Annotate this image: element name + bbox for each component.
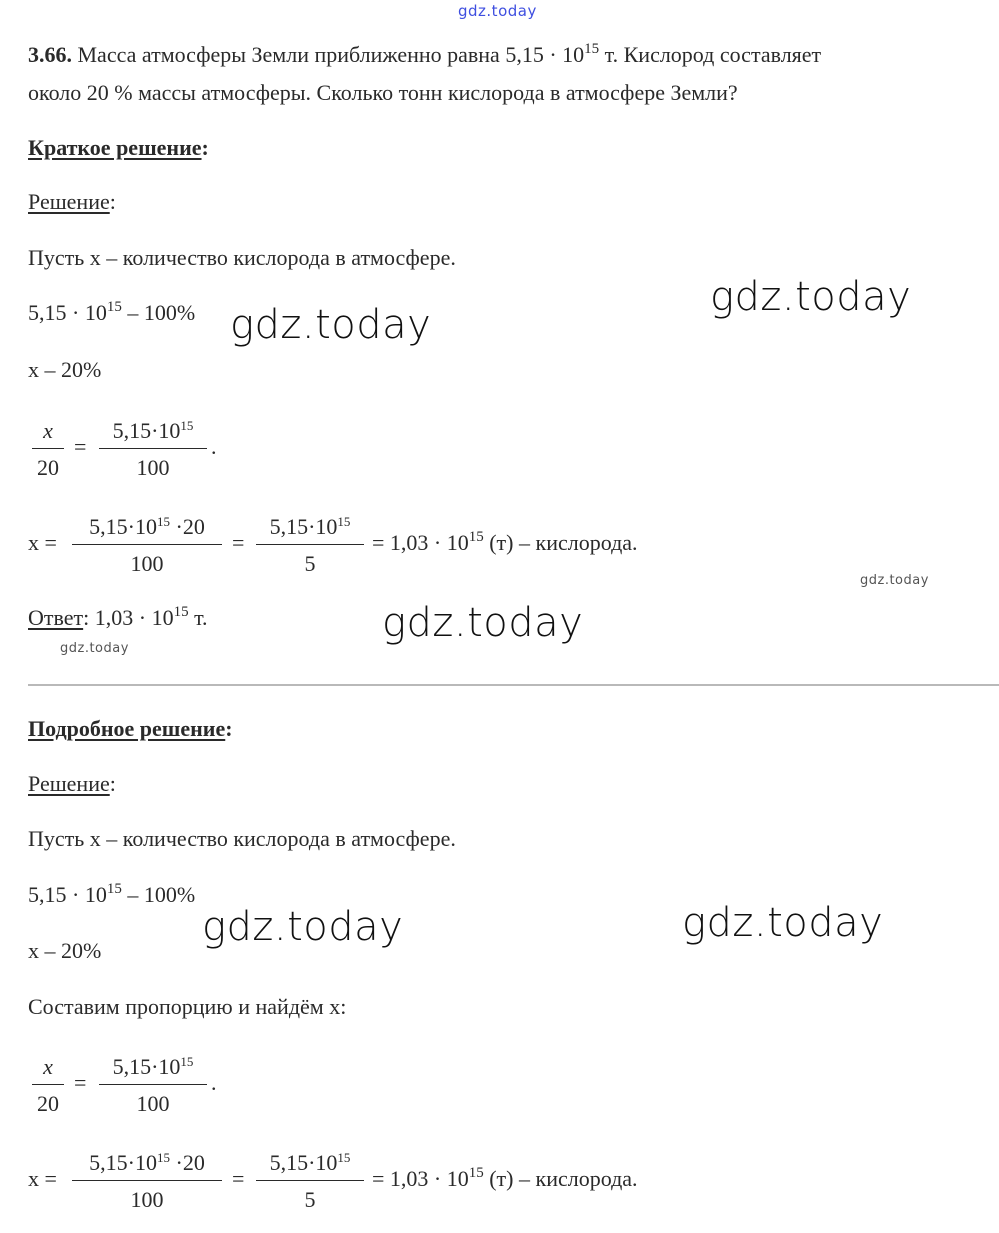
short-mass-line: $5,15 \cdot 10^{15} - 100\%$ — [28, 299, 196, 325]
detailed-fraction-over-5: $5,15\cdot 10^{15}$ 5 — [256, 1150, 364, 1213]
short-result: = $1,03 \cdot 10^{15}$ (т) – кислорода. — [372, 529, 638, 555]
detailed-result: = $1,03 \cdot 10^{15}$ (т) – кислорода. — [372, 1165, 638, 1191]
short-x-line: x – 20% — [28, 357, 102, 382]
short-solution-label: Решение: — [28, 189, 116, 214]
watermark-small-1: gdz.today — [860, 573, 929, 588]
short-x-eq: x = — [28, 530, 57, 555]
detailed-let-line: Пусть x – количество кислорода в атмосфере. — [28, 826, 456, 851]
watermark-4: gdz.today — [202, 904, 404, 950]
detailed-period: . — [211, 1070, 217, 1095]
short-period: . — [211, 434, 217, 459]
problem-line-1: 3.66. Масса атмосферы Земли приближенно равна $5,15 \cdot 10^{15}$ т. Кислород составляет — [28, 41, 822, 67]
watermark-1: gdz.today — [710, 274, 912, 320]
detailed-solution-label: Решение: — [28, 771, 116, 796]
watermark-3: gdz.today — [382, 600, 584, 646]
problem-line-2: около 20 % массы атмосферы. Сколько тонн кислорода в атмосфере Земли? — [28, 80, 738, 105]
short-fraction-x-20: x 20 — [32, 418, 64, 481]
detailed-equals-2: = — [232, 1166, 245, 1191]
short-solution-heading: Краткое решение: — [28, 135, 209, 160]
detailed-equals-1: = — [74, 1070, 87, 1095]
detailed-x-line: x – 20% — [28, 938, 102, 963]
problem-number: 3.66. — [28, 42, 72, 67]
short-let-line: Пусть x – количество кислорода в атмосфере. — [28, 245, 456, 270]
detailed-fraction-x-20: x 20 — [32, 1054, 64, 1117]
detailed-fraction-mass-100: $5,15\cdot 10^{15}$ 100 — [99, 1054, 207, 1117]
detailed-fraction-times-20: $5,15\cdot 10^{15} \cdot 20$ 100 — [72, 1150, 222, 1213]
section-divider — [28, 684, 999, 686]
detailed-mass-line: $5,15 \cdot 10^{15} - 100\%$ — [28, 881, 196, 907]
short-equals-2: = — [232, 530, 245, 555]
short-fraction-over-5: $5,15\cdot 10^{15}$ 5 — [256, 514, 364, 577]
short-equals-1: = — [74, 434, 87, 459]
short-fraction-mass-100: $5,15\cdot 10^{15}$ 100 — [99, 418, 207, 481]
detailed-proportion-line: Составим пропорцию и найдём x: — [28, 994, 347, 1019]
watermark-small-2: gdz.today — [60, 641, 129, 656]
detailed-x-eq: x = — [28, 1166, 57, 1191]
watermark-top: gdz.today — [458, 2, 537, 20]
watermark-5: gdz.today — [682, 900, 884, 946]
short-fraction-times-20: $5,15\cdot 10^{15} \cdot 20$ 100 — [72, 514, 222, 577]
short-answer: Ответ: $1,03 \cdot 10^{15}$ т. — [28, 604, 208, 630]
detailed-solution-heading: Подробное решение: — [28, 716, 233, 741]
watermark-2: gdz.today — [230, 302, 432, 348]
